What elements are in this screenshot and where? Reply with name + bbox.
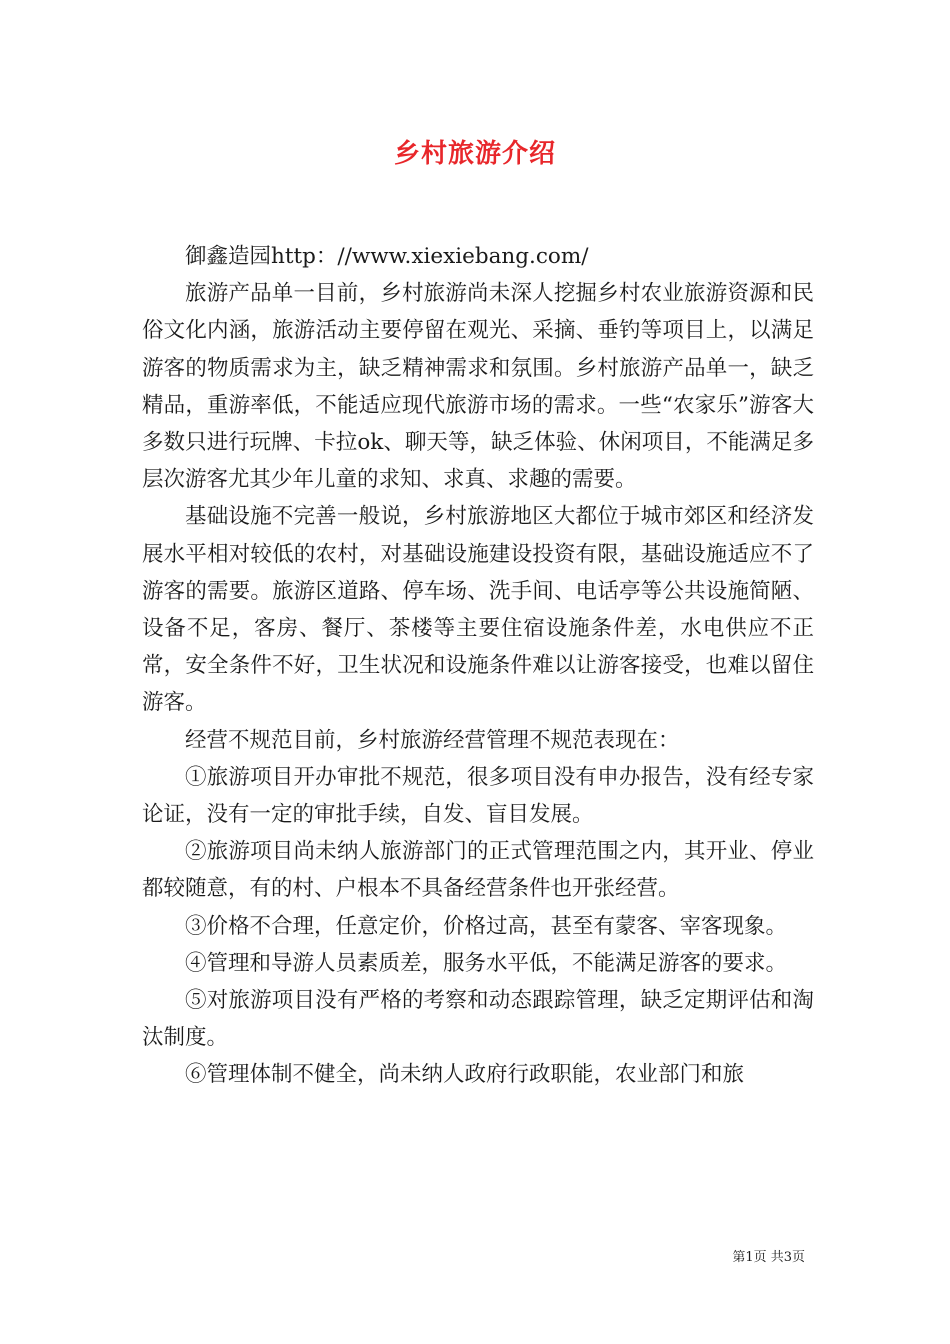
list-item-4: ④管理和导游人员素质差，服务水平低，不能满足游客的要求。 <box>185 950 788 976</box>
list-item-3: ③价格不合理，任意定价，价格过高，甚至有蒙客、宰客现象。 <box>185 913 788 939</box>
page-title: 乡村旅游介绍 <box>393 139 556 169</box>
list-item-2: ②旅游项目尚未纳人旅游部门的正式管理范围之内，其开业、停业都较随意，有的村、户根本不具备经营条件也开张经营。 <box>142 839 814 902</box>
source-line: 御鑫造园http：//www.xiexiebang.com/ <box>185 244 589 269</box>
list-item-6: ⑥管理体制不健全，尚未纳人政府行政职能，农业部门和旅 <box>185 1062 745 1088</box>
paragraph-management-intro: 经营不规范目前，乡村旅游经营管理不规范表现在： <box>185 727 680 753</box>
page-footer: 第1页 共3页 <box>732 1250 805 1265</box>
document-body <box>142 238 814 1094</box>
paragraph-products: 旅游产品单一目前，乡村旅游尚未深人挖掘乡村农业旅游资源和民俗文化内涵，旅游活动主要停留在观光、采摘、垂钓等项目上，以满足游客的物质需求为主，缺乏精神需求和氛围。乡村旅游产品单一，缺乏精品，重游率低，不能适应现代旅游市场的需求。一些“农家乐”游客大多数只进行玩牌、卡拉ok、聊天等，缺乏体验、休闲项目，不能满足多层次游客尤其少年儿童的求知、求真、求趣的需要。 <box>142 281 814 493</box>
list-item-1: ①旅游项目开办审批不规范，很多项目没有申办报告，没有经专家论证，没有一定的审批手续，自发、盲目发展。 <box>142 764 814 828</box>
paragraph-infrastructure: 基础设施不完善一般说，乡村旅游地区大都位于城市郊区和经济发展水平相对较低的农村，对基础设施建设投资有限，基础设施适应不了游客的需要。旅游区道路、停车场、洗手间、电话亭等公共设施简陋、设备不足，客房、餐厅、茶楼等主要住宿设施条件差，水电供应不正常，安全条件不好，卫生状况和设施条件难以让游客接受，也难以留住游客。 <box>142 504 814 716</box>
list-item-5: ⑤对旅游项目没有严格的考察和动态跟踪管理，缺乏定期评估和淘汰制度。 <box>142 988 814 1051</box>
